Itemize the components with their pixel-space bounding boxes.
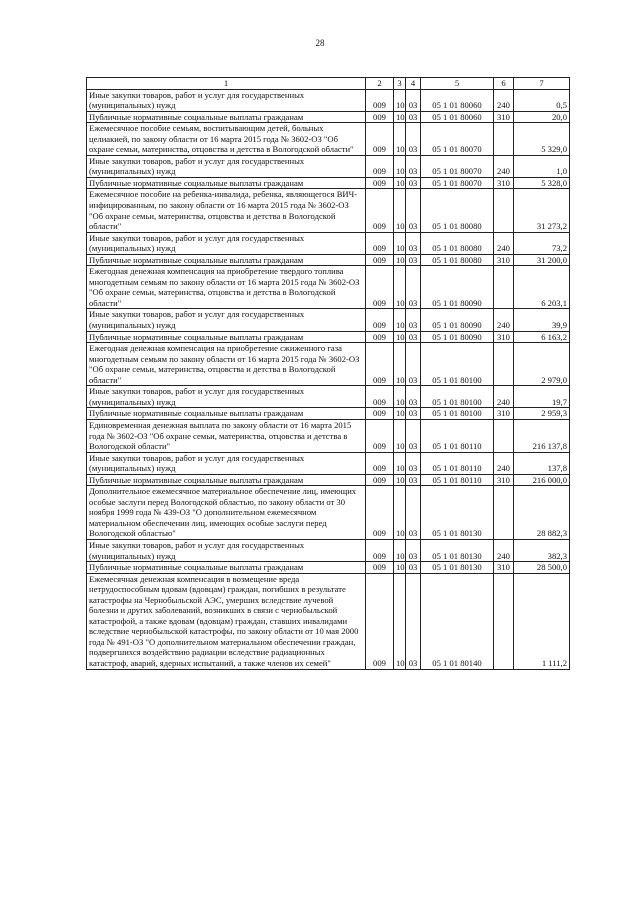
subsection-code: 03: [406, 452, 421, 474]
target-article-code: 05 1 01 80070: [421, 177, 494, 189]
expense-type-code: 310: [494, 111, 514, 123]
target-article-code: 05 1 01 80110: [421, 474, 494, 486]
table-row: [87, 408, 570, 420]
expenditure-name: Публичные нормативные социальные выплаты гражданам: [87, 562, 366, 574]
expense-type-code: 310: [494, 331, 514, 343]
subsection-code: 03: [406, 254, 421, 266]
ministry-code: 009: [366, 331, 394, 343]
target-article-code: 05 1 01 80080: [421, 232, 494, 254]
expenditure-name: Иные закупки товаров, работ и услуг для государственных (муниципальных) нужд: [87, 452, 366, 474]
table-row: [87, 155, 570, 177]
budget-table: [86, 77, 570, 670]
target-article-code: 05 1 01 80100: [421, 386, 494, 408]
expenditure-name: Иные закупки товаров, работ и услуг для государственных (муниципальных) нужд: [87, 539, 366, 561]
section-code: 10: [394, 573, 406, 669]
section-code: 10: [394, 486, 406, 540]
subsection-code: 03: [406, 111, 421, 123]
section-code: 10: [394, 474, 406, 486]
amount-value: 28 882,3: [514, 486, 570, 540]
subsection-code: 03: [406, 419, 421, 452]
ministry-code: 009: [366, 123, 394, 156]
column-header: 5: [421, 78, 494, 90]
expense-type-code: 240: [494, 539, 514, 561]
amount-value: 1 111,2: [514, 573, 570, 669]
amount-value: 19,7: [514, 386, 570, 408]
expense-type-code: [494, 189, 514, 232]
table-row: [87, 452, 570, 474]
expenditure-name: Ежегодная денежная компенсация на приобретение сжиженного газа многодетным семьям по закону области от 16 марта 2015 года № 3602-ОЗ "Об охране семьи, материнства, отцовства и детства в Вологодской области": [87, 343, 366, 386]
ministry-code: 009: [366, 452, 394, 474]
ministry-code: 009: [366, 266, 394, 309]
table-row: [87, 474, 570, 486]
subsection-code: 03: [406, 486, 421, 540]
expense-type-code: [494, 573, 514, 669]
column-header: 6: [494, 78, 514, 90]
target-article-code: 05 1 01 80090: [421, 266, 494, 309]
ministry-code: 009: [366, 573, 394, 669]
ministry-code: 009: [366, 408, 394, 420]
subsection-code: 03: [406, 177, 421, 189]
target-article-code: 05 1 01 80080: [421, 189, 494, 232]
header-row: [87, 78, 570, 90]
expenditure-name: Ежемесячное пособие семьям, воспитывающим детей, больных целиакией, по закону области от 16 марта 2015 года № 3602-ОЗ "Об охране семьи, материнства, отцовства и детства в Вологодской области": [87, 123, 366, 156]
table-row: [87, 266, 570, 309]
expenditure-name: Публичные нормативные социальные выплаты гражданам: [87, 254, 366, 266]
amount-value: 31 200,0: [514, 254, 570, 266]
section-code: 10: [394, 266, 406, 309]
expenditure-name: Иные закупки товаров, работ и услуг для государственных (муниципальных) нужд: [87, 232, 366, 254]
target-article-code: 05 1 01 80140: [421, 573, 494, 669]
subsection-code: 03: [406, 562, 421, 574]
expense-type-code: 240: [494, 89, 514, 111]
section-code: 10: [394, 562, 406, 574]
subsection-code: 03: [406, 474, 421, 486]
section-code: 10: [394, 331, 406, 343]
target-article-code: 05 1 01 80110: [421, 452, 494, 474]
amount-value: 20,0: [514, 111, 570, 123]
expenditure-name: Единовременная денежная выплата по закону области от 16 марта 2015 года № 3602-ОЗ "Об охране семьи, материнства, отцовства и детства в Вологодской области": [87, 419, 366, 452]
ministry-code: 009: [366, 343, 394, 386]
ministry-code: 009: [366, 562, 394, 574]
ministry-code: 009: [366, 539, 394, 561]
ministry-code: 009: [366, 386, 394, 408]
section-code: 10: [394, 123, 406, 156]
subsection-code: 03: [406, 309, 421, 331]
section-code: 10: [394, 309, 406, 331]
expense-type-code: 240: [494, 232, 514, 254]
amount-value: 28 500,0: [514, 562, 570, 574]
target-article-code: 05 1 01 80130: [421, 486, 494, 540]
page-number: 28: [315, 38, 325, 48]
subsection-code: 03: [406, 189, 421, 232]
amount-value: 5 329,0: [514, 123, 570, 156]
expense-type-code: 240: [494, 386, 514, 408]
section-code: 10: [394, 232, 406, 254]
expense-type-code: 240: [494, 452, 514, 474]
expense-type-code: [494, 486, 514, 540]
target-article-code: 05 1 01 80130: [421, 539, 494, 561]
amount-value: 6 163,2: [514, 331, 570, 343]
table-row: [87, 89, 570, 111]
subsection-code: 03: [406, 232, 421, 254]
amount-value: 31 273,2: [514, 189, 570, 232]
ministry-code: 009: [366, 474, 394, 486]
ministry-code: 009: [366, 111, 394, 123]
subsection-code: 03: [406, 408, 421, 420]
subsection-code: 03: [406, 539, 421, 561]
amount-value: 1,0: [514, 155, 570, 177]
subsection-code: 03: [406, 89, 421, 111]
target-article-code: 05 1 01 80070: [421, 155, 494, 177]
amount-value: 2 959,3: [514, 408, 570, 420]
table-row: [87, 189, 570, 232]
table-row: [87, 177, 570, 189]
table-row: [87, 343, 570, 386]
table-row: [87, 111, 570, 123]
ministry-code: 009: [366, 254, 394, 266]
amount-value: 137,8: [514, 452, 570, 474]
column-header: 7: [514, 78, 570, 90]
expenditure-name: Ежемесячное пособие на ребенка-инвалида, ребенка, являющегося ВИЧ-инфицированным, по закону области от 16 марта 2015 года № 3602-ОЗ "Об охране семьи, материнства, отцовства и детства в Вологодской области": [87, 189, 366, 232]
expense-type-code: 310: [494, 474, 514, 486]
amount-value: 6 203,1: [514, 266, 570, 309]
table-row: [87, 232, 570, 254]
subsection-code: 03: [406, 155, 421, 177]
expenditure-name: Ежегодная денежная компенсация на приобретение твердого топлива многодетным семьям по закону области от 16 марта 2015 года № 3602-ОЗ "Об охране семьи, материнства, отцовства и детства в Вологодской области": [87, 266, 366, 309]
amount-value: 382,3: [514, 539, 570, 561]
subsection-code: 03: [406, 266, 421, 309]
section-code: 10: [394, 111, 406, 123]
subsection-code: 03: [406, 331, 421, 343]
table-row: [87, 331, 570, 343]
expense-type-code: 240: [494, 309, 514, 331]
amount-value: 0,5: [514, 89, 570, 111]
amount-value: 5 328,0: [514, 177, 570, 189]
target-article-code: 05 1 01 80060: [421, 89, 494, 111]
expenditure-name: Ежемесячная денежная компенсация в возмещение вреда нетрудоспособным вдовам (вдовцам) граждан, погибших в результате катастрофы на Чернобыльской АЭС, умерших вследствие лучевой болезни и других заболеваний, возникших в связи с чернобыльской катастрофой, а также вдовам (вдовцам) граждан, ставших инвалидами вследствие чернобыльской катастрофы, по закону области от 10 мая 2000 года № 491-ОЗ "О дополнительном материальном обеспечении граждан, подвергшихся воздействию радиации вследствие радиационных катастроф, аварий, ядерных испытаний, а также членов их семей": [87, 573, 366, 669]
expense-type-code: [494, 343, 514, 386]
ministry-code: 009: [366, 177, 394, 189]
amount-value: 216 137,8: [514, 419, 570, 452]
expenditure-name: Иные закупки товаров, работ и услуг для государственных (муниципальных) нужд: [87, 155, 366, 177]
section-code: 10: [394, 189, 406, 232]
target-article-code: 05 1 01 80100: [421, 343, 494, 386]
table-row: [87, 486, 570, 540]
table-row: [87, 254, 570, 266]
table-row: [87, 419, 570, 452]
subsection-code: 03: [406, 386, 421, 408]
expense-type-code: 310: [494, 562, 514, 574]
ministry-code: 009: [366, 189, 394, 232]
subsection-code: 03: [406, 123, 421, 156]
amount-value: 39,9: [514, 309, 570, 331]
amount-value: 73,2: [514, 232, 570, 254]
section-code: 10: [394, 89, 406, 111]
ministry-code: 009: [366, 419, 394, 452]
expense-type-code: [494, 266, 514, 309]
target-article-code: 05 1 01 80060: [421, 111, 494, 123]
table-row: [87, 309, 570, 331]
expenditure-name: Дополнительное ежемесячное материальное обеспечение лиц, имеющих особые заслуги перед Вологодской областью, по закону области от 30 ноября 1999 года № 439-ОЗ "О дополнительном ежемесячном материальном обеспечении лиц, имеющих особые заслуги перед Вологодской областью": [87, 486, 366, 540]
section-code: 10: [394, 254, 406, 266]
section-code: 10: [394, 155, 406, 177]
table-row: [87, 539, 570, 561]
subsection-code: 03: [406, 343, 421, 386]
target-article-code: 05 1 01 80080: [421, 254, 494, 266]
section-code: 10: [394, 539, 406, 561]
ministry-code: 009: [366, 89, 394, 111]
section-code: 10: [394, 419, 406, 452]
target-article-code: 05 1 01 80090: [421, 331, 494, 343]
ministry-code: 009: [366, 155, 394, 177]
amount-value: 2 979,0: [514, 343, 570, 386]
section-code: 10: [394, 452, 406, 474]
column-header: 3: [394, 78, 406, 90]
expenditure-name: Публичные нормативные социальные выплаты гражданам: [87, 331, 366, 343]
expenditure-name: Иные закупки товаров, работ и услуг для государственных (муниципальных) нужд: [87, 89, 366, 111]
table-row: [87, 573, 570, 669]
target-article-code: 05 1 01 80110: [421, 419, 494, 452]
section-code: 10: [394, 177, 406, 189]
expense-type-code: 310: [494, 254, 514, 266]
target-article-code: 05 1 01 80100: [421, 408, 494, 420]
expenditure-name: Публичные нормативные социальные выплаты гражданам: [87, 111, 366, 123]
column-header: 1: [87, 78, 366, 90]
section-code: 10: [394, 386, 406, 408]
section-code: 10: [394, 343, 406, 386]
ministry-code: 009: [366, 232, 394, 254]
expense-type-code: [494, 419, 514, 452]
ministry-code: 009: [366, 309, 394, 331]
expense-type-code: [494, 123, 514, 156]
subsection-code: 03: [406, 573, 421, 669]
table-row: [87, 123, 570, 156]
expense-type-code: 240: [494, 155, 514, 177]
ministry-code: 009: [366, 486, 394, 540]
column-header: 4: [406, 78, 421, 90]
table-row: [87, 386, 570, 408]
table-row: [87, 562, 570, 574]
expenditure-name: Иные закупки товаров, работ и услуг для государственных (муниципальных) нужд: [87, 386, 366, 408]
target-article-code: 05 1 01 80130: [421, 562, 494, 574]
column-header: 2: [366, 78, 394, 90]
expenditure-name: Иные закупки товаров, работ и услуг для государственных (муниципальных) нужд: [87, 309, 366, 331]
section-code: 10: [394, 408, 406, 420]
expenditure-name: Публичные нормативные социальные выплаты гражданам: [87, 408, 366, 420]
expenditure-name: Публичные нормативные социальные выплаты гражданам: [87, 177, 366, 189]
expense-type-code: 310: [494, 408, 514, 420]
target-article-code: 05 1 01 80090: [421, 309, 494, 331]
expense-type-code: 310: [494, 177, 514, 189]
expenditure-name: Публичные нормативные социальные выплаты гражданам: [87, 474, 366, 486]
amount-value: 216 000,0: [514, 474, 570, 486]
target-article-code: 05 1 01 80070: [421, 123, 494, 156]
